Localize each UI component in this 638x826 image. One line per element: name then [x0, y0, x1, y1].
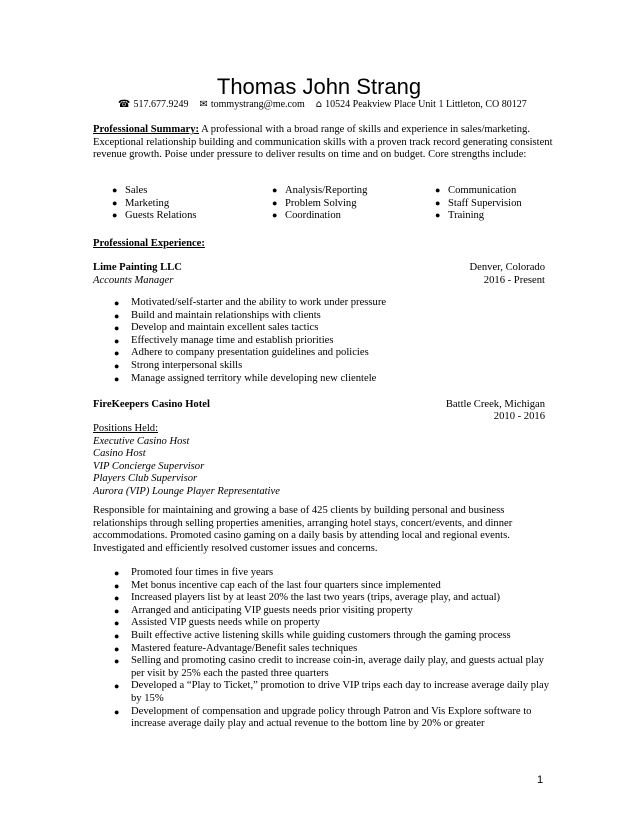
home-address: 10524 Peakview Place Unit 1 Littleton, CO 80127: [325, 99, 527, 110]
list-item: ● Motivated/self-starter and the ability to work under pressure: [114, 297, 387, 308]
list-item: ● Development of compensation and upgrade policy through Patron and Vis Explore software to increase average daily play and actual revenue to the bottom line by 20% or greater: [114, 705, 532, 730]
list-item: ● Developed a “Play to Ticket,” promotion to drive VIP trips each day to increase average daily play by 15%: [114, 680, 550, 704]
positions-heading: Positions Held:: [93, 423, 159, 434]
skill-item: ● Sales: [112, 185, 148, 196]
position-item: Casino Host: [93, 448, 146, 460]
summary-text: A professional with a broad range of skills and experience in sales/marketing. Exceptional relationship building and communication skills with a proven track record generating consistent revenue growth. Poise under pressure to deliver results on time and on budget. Core strengths include:: [93, 124, 553, 161]
skill-item: ● Marketing: [112, 197, 170, 209]
job2-location: Battle Creek, Michigan: [445, 399, 545, 410]
list-item: ● Met bonus incentive cap each of the last four quarters since implemented: [114, 579, 441, 591]
home-icon: ⌂: [315, 99, 323, 110]
experience-heading: Professional Experience:: [93, 238, 205, 249]
job2-company: FireKeepers Casino Hotel: [93, 399, 210, 410]
contact-line: [118, 99, 527, 112]
job1-bullets: [112, 297, 552, 385]
skill-item: ● Coordination: [272, 210, 341, 222]
list-item: ● Increased players list by at least 20% the last two years (trips, average play, and actual): [114, 592, 501, 604]
list-item: ● Strong interpersonal skills: [114, 359, 243, 371]
list-item: ● Assisted VIP guests needs while on property: [114, 617, 320, 629]
envelope-icon: ✉: [199, 99, 208, 110]
job2-bullets: [112, 567, 552, 731]
phone-icon: ☎: [118, 99, 131, 110]
list-item: ● Adhere to company presentation guidelines and policies: [114, 347, 369, 359]
job1-company: Lime Painting LLC: [93, 262, 182, 273]
list-item: ● Arranged and anticipating VIP guests needs prior visiting property: [114, 604, 413, 616]
job1-dates: 2016 - Present: [483, 275, 545, 286]
list-item: ● Develop and maintain excellent sales tactics: [114, 322, 319, 334]
job1-header: [93, 262, 545, 275]
list-item: ● Selling and promoting casino credit to increase coin-in, average daily play, and guests actual play per visit by 25% each the pasted three quarters: [114, 655, 544, 679]
skill-item: ● Staff Supervision: [435, 197, 522, 209]
job2-description: Responsible for maintaining and growing a base of 425 clients by building personal and business relationships through selling properties amenities, arranging hotel stays, concert/events, and dinner accommodations. Promoted casino gaming on a daily basis by attending local and regional events. Investigated and efficiently resolved customer issues and concerns.: [93, 505, 513, 554]
position-item: VIP Concierge Supervisor: [93, 460, 205, 472]
skill-item: ● Guests Relations: [112, 210, 197, 222]
list-item: ● Mastered feature-Advantage/Benefit sales techniques: [114, 642, 358, 654]
email-address: tommystrang@me.com: [210, 99, 305, 110]
skill-item: ● Problem Solving: [272, 197, 357, 209]
list-item: ● Effectively manage time and establish priorities: [114, 334, 334, 346]
job1-subheader: [93, 275, 545, 288]
skill-item: ● Training: [435, 210, 485, 222]
resume-name: Thomas John Strang: [216, 74, 422, 99]
job2-positions: [93, 423, 553, 499]
job2-header: [93, 399, 545, 412]
skills-column-2: [272, 184, 367, 222]
position-item: Aurora (VIP) Lounge Player Representative: [93, 485, 280, 497]
position-item: Executive Casino Host: [93, 435, 190, 447]
skill-item: ● Communication: [435, 185, 517, 196]
summary-heading: Professional Summary:: [93, 124, 200, 135]
job1-location: Denver, Colorado: [469, 262, 545, 273]
skills-column-3: [435, 184, 522, 222]
phone-number: 517.677.9249: [133, 99, 189, 110]
list-item: ● Build and maintain relationships with clients: [114, 309, 321, 321]
skills-column-1: [112, 184, 197, 222]
list-item: ● Promoted four times in five years: [114, 567, 274, 578]
list-item: ● Manage assigned territory while developing new clientele: [114, 372, 377, 384]
skill-item: ● Analysis/Reporting: [272, 185, 368, 196]
list-item: ● Built effective active listening skills while guiding customers through the gaming process: [114, 629, 511, 641]
position-item: Players Club Supervisor: [93, 473, 198, 485]
job1-title: Accounts Manager: [93, 275, 174, 286]
job2-dates: 2010 - 2016: [493, 411, 545, 422]
professional-summary: [93, 124, 553, 162]
page-number: 1: [537, 774, 544, 786]
